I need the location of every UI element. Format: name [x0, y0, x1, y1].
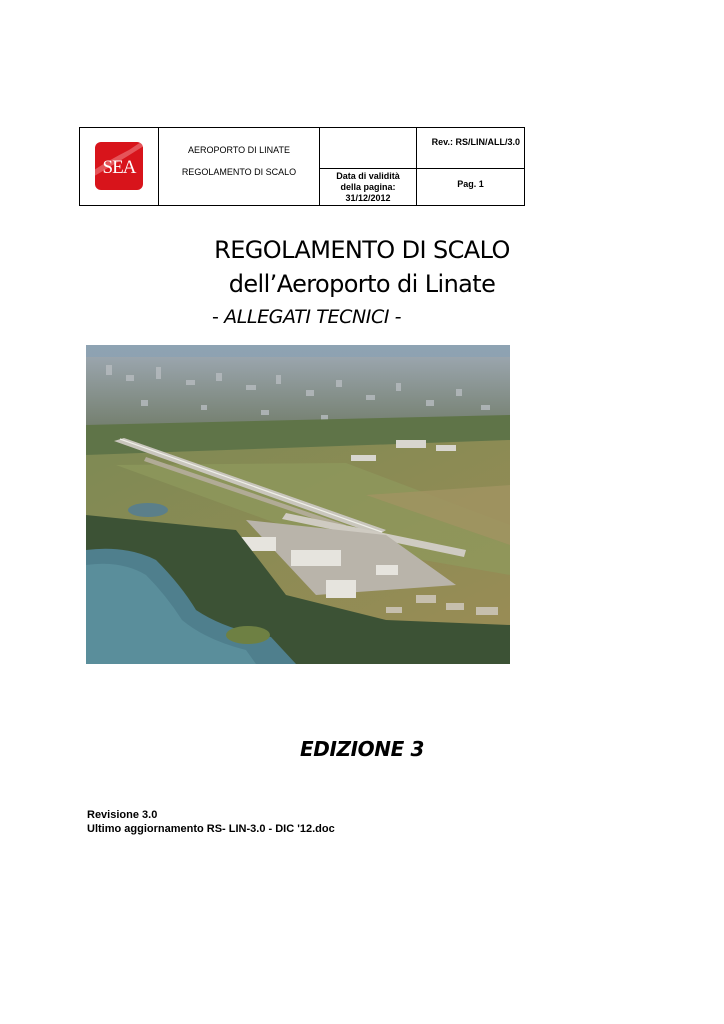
page-cell [417, 168, 524, 205]
validity-text [320, 171, 416, 204]
revision-cell [417, 128, 524, 168]
edition-title: EDIZIONE 3 [300, 737, 424, 761]
validity-label-1: Data di validità [336, 171, 400, 181]
empty-cell [320, 128, 417, 168]
validity-cell [320, 168, 417, 205]
sea-logo-mark [95, 142, 143, 190]
header-table [79, 127, 525, 206]
logo-cell [80, 128, 159, 205]
revision-code: Rev.: RS/LIN/ALL/3.0 [431, 137, 520, 147]
annex-label: ALLEGATI TECNICI - [224, 306, 402, 328]
aerial-photo [86, 345, 510, 664]
aerial-photo-drawing [86, 345, 510, 664]
validity-label-2: della pagina: [340, 182, 396, 192]
document-name: REGOLAMENTO DI SCALO [181, 167, 297, 177]
last-update-note: Ultimo aggiornamento RS- LIN-3.0 - DIC '12.doc [87, 823, 335, 835]
main-title: REGOLAMENTO DI SCALO [214, 236, 510, 264]
revision-note: Revisione 3.0 [87, 809, 158, 821]
annex-title [212, 306, 401, 328]
main-subtitle: dell’Aeroporto di Linate [228, 270, 496, 298]
page-number: Pag. 1 [457, 179, 484, 189]
title-cell [159, 128, 320, 205]
airport-name: AEROPORTO DI LINATE [187, 145, 291, 155]
sea-logo [95, 142, 143, 190]
annex-dash: - [212, 306, 225, 328]
logo-text: SEA [102, 157, 136, 178]
validity-date: 31/12/2012 [345, 193, 391, 203]
